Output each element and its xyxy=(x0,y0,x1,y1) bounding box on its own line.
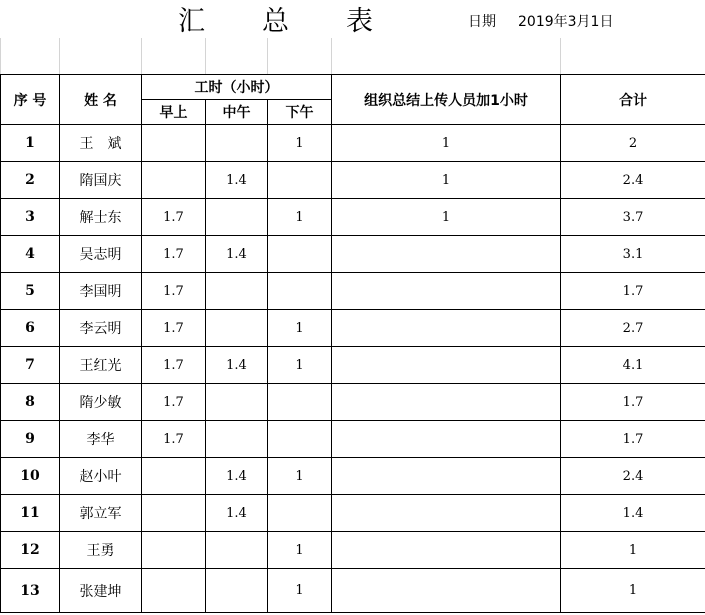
cell-noon[interactable]: 1.4 xyxy=(206,236,268,273)
cell-total[interactable]: 3.7 xyxy=(561,199,705,236)
cell-morning[interactable] xyxy=(142,125,206,162)
cell-afternoon[interactable]: 1 xyxy=(268,199,332,236)
table-row xyxy=(1,310,705,347)
cell-afternoon[interactable] xyxy=(268,421,332,458)
title-char-1: 汇 xyxy=(178,6,205,37)
cell-noon[interactable]: 1.4 xyxy=(206,162,268,199)
cell-bonus[interactable] xyxy=(332,273,561,310)
cell-bonus[interactable] xyxy=(332,384,561,421)
cell-total[interactable]: 1 xyxy=(561,569,705,613)
cell-morning[interactable] xyxy=(142,569,206,613)
grid-cell[interactable] xyxy=(561,38,705,74)
cell-total[interactable]: 2.4 xyxy=(561,162,705,199)
cell-morning[interactable]: 1.7 xyxy=(142,347,206,384)
cell-noon[interactable] xyxy=(206,569,268,613)
cell-total[interactable]: 1.7 xyxy=(561,384,705,421)
cell-bonus[interactable] xyxy=(332,236,561,273)
header-morning[interactable]: 早上 xyxy=(142,100,206,125)
cell-noon[interactable] xyxy=(206,384,268,421)
date-line xyxy=(468,12,613,32)
blank-grid-row xyxy=(0,38,705,74)
cell-bonus[interactable]: 1 xyxy=(332,199,561,236)
table-row xyxy=(1,384,705,421)
cell-morning[interactable] xyxy=(142,532,206,569)
cell-name[interactable]: 李华 xyxy=(60,421,142,458)
cell-name[interactable]: 赵小叶 xyxy=(60,458,142,495)
cell-morning[interactable] xyxy=(142,495,206,532)
cell-afternoon[interactable] xyxy=(268,236,332,273)
cell-seq[interactable]: 3 xyxy=(1,199,60,236)
cell-total[interactable]: 1.7 xyxy=(561,421,705,458)
cell-total[interactable]: 3.1 xyxy=(561,236,705,273)
cell-seq[interactable]: 13 xyxy=(1,569,60,613)
cell-name[interactable]: 解士东 xyxy=(60,199,142,236)
grid-cell[interactable] xyxy=(60,38,142,74)
cell-noon[interactable]: 1.4 xyxy=(206,458,268,495)
cell-morning[interactable]: 1.7 xyxy=(142,310,206,347)
cell-afternoon[interactable]: 1 xyxy=(268,569,332,613)
cell-total[interactable]: 1.4 xyxy=(561,495,705,532)
cell-bonus[interactable] xyxy=(332,532,561,569)
cell-afternoon[interactable]: 1 xyxy=(268,532,332,569)
cell-seq[interactable]: 4 xyxy=(1,236,60,273)
header-name[interactable]: 姓 名 xyxy=(60,75,142,125)
cell-noon[interactable]: 1.4 xyxy=(206,495,268,532)
cell-noon[interactable] xyxy=(206,421,268,458)
cell-name[interactable]: 张建坤 xyxy=(60,569,142,613)
summary-table xyxy=(0,74,705,613)
table-row xyxy=(1,199,705,236)
cell-total[interactable]: 2.7 xyxy=(561,310,705,347)
cell-noon[interactable]: 1.4 xyxy=(206,347,268,384)
cell-bonus[interactable] xyxy=(332,569,561,613)
cell-seq[interactable]: 5 xyxy=(1,273,60,310)
header-total[interactable]: 合计 xyxy=(561,75,705,125)
cell-seq[interactable]: 2 xyxy=(1,162,60,199)
cell-afternoon[interactable] xyxy=(268,384,332,421)
cell-bonus[interactable] xyxy=(332,458,561,495)
header-afternoon[interactable]: 下午 xyxy=(268,100,332,125)
cell-afternoon[interactable] xyxy=(268,495,332,532)
cell-noon[interactable] xyxy=(206,199,268,236)
cell-seq[interactable]: 8 xyxy=(1,384,60,421)
cell-afternoon[interactable]: 1 xyxy=(268,310,332,347)
cell-name[interactable]: 隋少敏 xyxy=(60,384,142,421)
table-row xyxy=(1,273,705,310)
header-noon[interactable]: 中午 xyxy=(206,100,268,125)
table-row xyxy=(1,532,705,569)
cell-bonus[interactable]: 1 xyxy=(332,162,561,199)
cell-name[interactable]: 王红光 xyxy=(60,347,142,384)
cell-noon[interactable] xyxy=(206,310,268,347)
cell-morning[interactable] xyxy=(142,458,206,495)
grid-cell[interactable] xyxy=(142,38,206,74)
grid-cell[interactable] xyxy=(1,38,60,74)
cell-name[interactable]: 王 斌 xyxy=(60,125,142,162)
cell-afternoon[interactable] xyxy=(268,162,332,199)
cell-afternoon[interactable] xyxy=(268,273,332,310)
cell-total[interactable]: 4.1 xyxy=(561,347,705,384)
title-char-3: 表 xyxy=(346,6,373,37)
cell-morning[interactable] xyxy=(142,162,206,199)
cell-seq[interactable]: 11 xyxy=(1,495,60,532)
cell-morning[interactable]: 1.7 xyxy=(142,199,206,236)
cell-name[interactable]: 郭立军 xyxy=(60,495,142,532)
cell-seq[interactable]: 10 xyxy=(1,458,60,495)
cell-morning[interactable]: 1.7 xyxy=(142,236,206,273)
header-seq[interactable]: 序 号 xyxy=(1,75,60,125)
cell-seq[interactable]: 12 xyxy=(1,532,60,569)
cell-noon[interactable] xyxy=(206,532,268,569)
table-row xyxy=(1,162,705,199)
cell-name[interactable]: 隋国庆 xyxy=(60,162,142,199)
cell-bonus[interactable] xyxy=(332,310,561,347)
cell-bonus[interactable]: 1 xyxy=(332,125,561,162)
header-bonus[interactable]: 组织总结上传人员加1小时 xyxy=(332,75,561,125)
cell-seq[interactable]: 9 xyxy=(1,421,60,458)
cell-morning[interactable]: 1.7 xyxy=(142,421,206,458)
table-row xyxy=(1,569,705,613)
cell-total[interactable]: 2 xyxy=(561,125,705,162)
cell-bonus[interactable] xyxy=(332,347,561,384)
cell-total[interactable]: 1 xyxy=(561,532,705,569)
table-row xyxy=(1,236,705,273)
cell-name[interactable]: 王勇 xyxy=(60,532,142,569)
cell-morning[interactable]: 1.7 xyxy=(142,384,206,421)
date-label: 日期 xyxy=(468,14,496,30)
grid-cell[interactable] xyxy=(268,38,332,74)
grid-cell[interactable] xyxy=(332,38,561,74)
cell-name[interactable]: 李国明 xyxy=(60,273,142,310)
cell-afternoon[interactable]: 1 xyxy=(268,458,332,495)
cell-noon[interactable] xyxy=(206,125,268,162)
table-row xyxy=(1,347,705,384)
header-hours-group[interactable]: 工时（小时） xyxy=(142,75,332,100)
cell-afternoon[interactable]: 1 xyxy=(268,125,332,162)
date-value: 2019年3月1日 xyxy=(518,14,614,30)
grid-cell[interactable] xyxy=(206,38,268,74)
table-row xyxy=(1,421,705,458)
cell-name[interactable]: 吴志明 xyxy=(60,236,142,273)
table-row xyxy=(1,458,705,495)
table-row xyxy=(1,125,705,162)
cell-bonus[interactable] xyxy=(332,421,561,458)
cell-afternoon[interactable]: 1 xyxy=(268,347,332,384)
cell-bonus[interactable] xyxy=(332,495,561,532)
cell-morning[interactable]: 1.7 xyxy=(142,273,206,310)
cell-seq[interactable]: 7 xyxy=(1,347,60,384)
cell-seq[interactable]: 1 xyxy=(1,125,60,162)
cell-seq[interactable]: 6 xyxy=(1,310,60,347)
table-row xyxy=(1,495,705,532)
cell-total[interactable]: 2.4 xyxy=(561,458,705,495)
cell-noon[interactable] xyxy=(206,273,268,310)
title-char-2: 总 xyxy=(262,6,289,37)
cell-total[interactable]: 1.7 xyxy=(561,273,705,310)
cell-name[interactable]: 李云明 xyxy=(60,310,142,347)
